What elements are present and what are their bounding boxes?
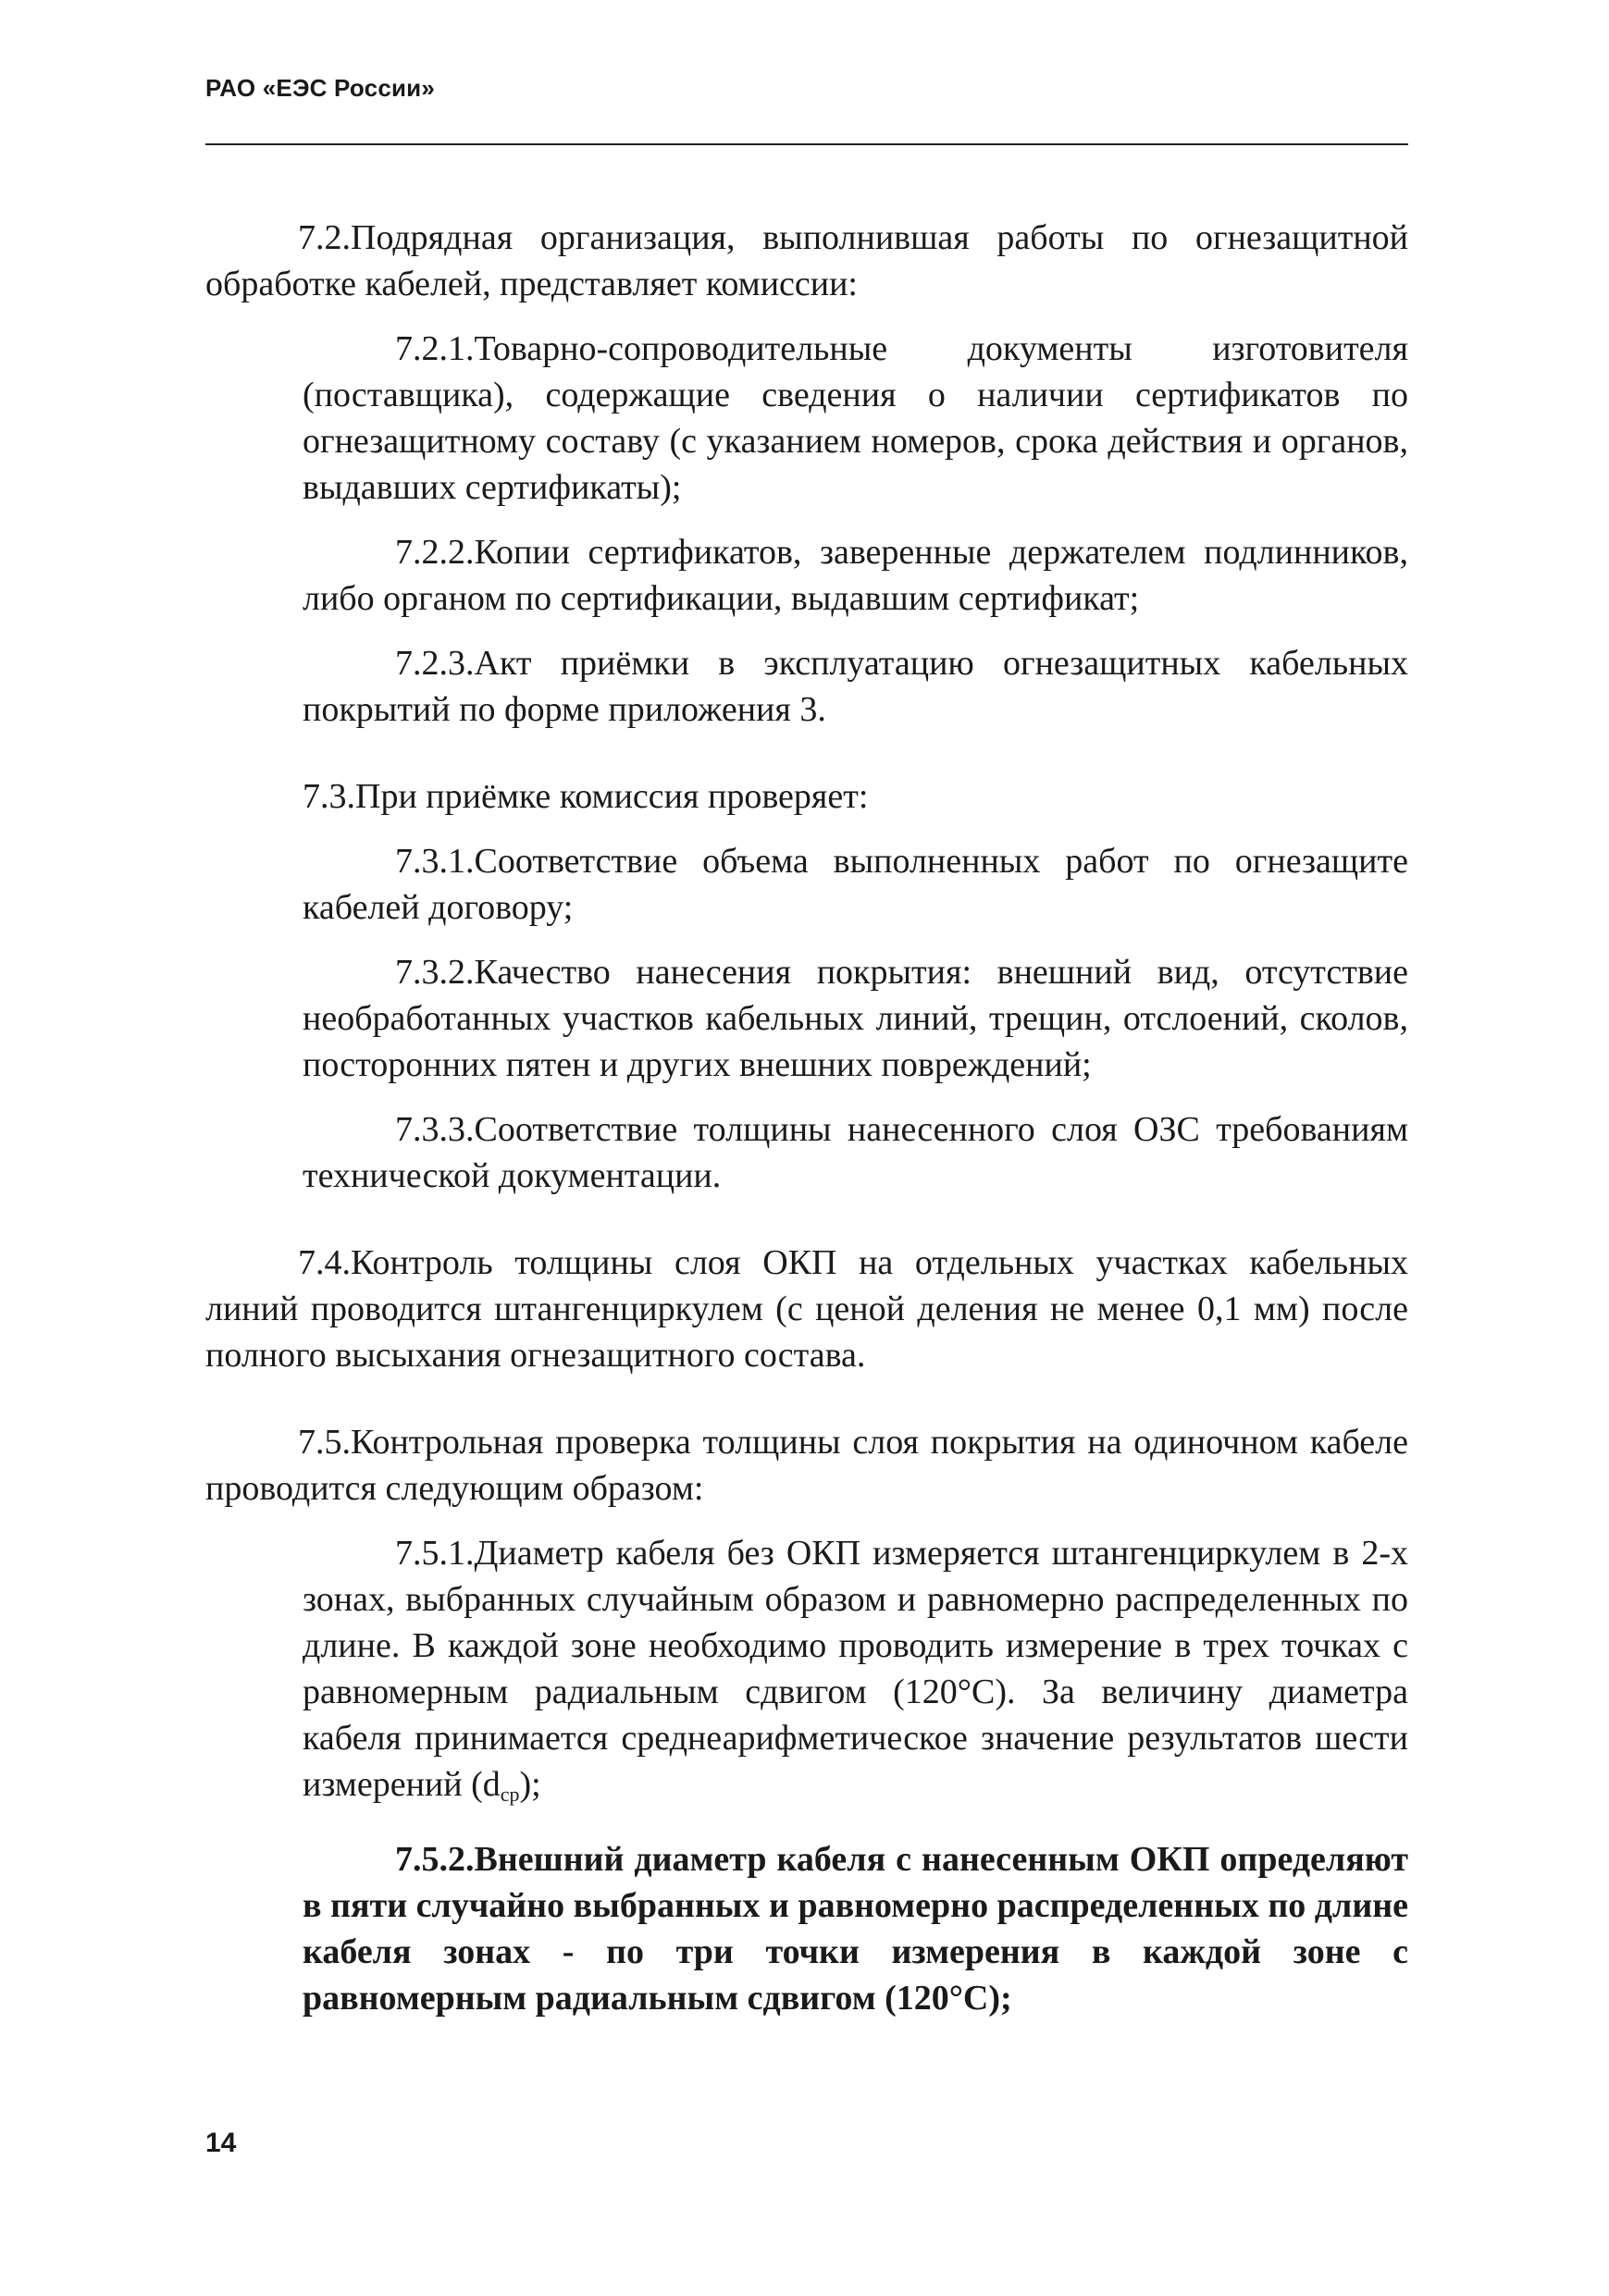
paragraph-7-2-1: 7.2.1.Товарно-сопроводительные документы изготовителя (поставщика), содержащие сведения о наличии сертификатов по огнезащитному составу (с указанием номеров, срока действия и органов, выдавших сертификаты); <box>303 329 1408 507</box>
paragraph-7-5-1-subscript: ср <box>500 1783 520 1806</box>
page-header-organization: РАО «ЕЭС России» <box>205 74 436 102</box>
paragraph-7-3-3: 7.3.3.Соответствие толщины нанесенного слоя ОЗС требованиям технической документации. <box>303 1110 1408 1195</box>
paragraph-7-2: 7.2.Подрядная организация, выполнившая работы по огнезащитной обработке кабелей, представляет комиссии: <box>205 218 1408 303</box>
page-number: 14 <box>205 2128 237 2158</box>
paragraph-7-5: 7.5.Контрольная проверка толщины слоя покрытия на одиночном кабеле проводится следующим образом: <box>205 1423 1408 1508</box>
paragraph-7-5-2: 7.5.2.Внешний диаметр кабеля с нанесенным ОКП определяют в пяти случайно выбранных и равномерно распределенных по длине кабеля зонах - по три точки измерения в каждой зоне с равномерным радиальным сдвигом (120°С); <box>303 1840 1408 2018</box>
paragraph-7-3-text: 7.3.При приёмке комиссия проверяет: <box>303 777 869 816</box>
paragraph-7-2-3: 7.2.3.Акт приёмки в эксплуатацию огнезащитных кабельных покрытий по форме приложения 3. <box>303 644 1408 729</box>
paragraph-7-4: 7.4.Контроль толщины слоя ОКП на отдельных участках кабельных линий проводится штангенциркулем (с ценой деления не менее 0,1 мм) после полного высыхания огнезащитного состава. <box>205 1243 1408 1375</box>
paragraph-7-5-1-text: 7.5.1.Диаметр кабеля без ОКП измеряется штангенциркулем в 2-х зонах, выбранных случайным образом и равномерно распределенных по длине. В каждой зоне необходимо проводить измерение в трех точках с равномерным радиальным сдвигом (120°С). За величину диаметра кабеля принимается среднеарифметическое значение результатов шести измерений (d <box>303 1534 1408 1804</box>
header-divider <box>205 143 1408 145</box>
paragraph-7-5-1-tail: ); <box>519 1765 541 1804</box>
paragraph-7-3-1: 7.3.1.Соответствие объема выполненных работ по огнезащите кабелей договору; <box>303 842 1408 927</box>
paragraph-7-5-1 <box>303 1530 1408 1818</box>
document-body <box>205 215 1408 2021</box>
paragraph-7-3-2: 7.3.2.Качество нанесения покрытия: внешний вид, отсутствие необработанных участков кабельных линий, трещин, отслоений, сколов, посторонних пятен и других внешних повреждений; <box>303 953 1408 1084</box>
paragraph-7-3 <box>303 773 1408 820</box>
paragraph-7-2-2: 7.2.2.Копии сертификатов, заверенные держателем подлинников, либо органом по сертификации, выдавшим сертификат; <box>303 533 1408 618</box>
